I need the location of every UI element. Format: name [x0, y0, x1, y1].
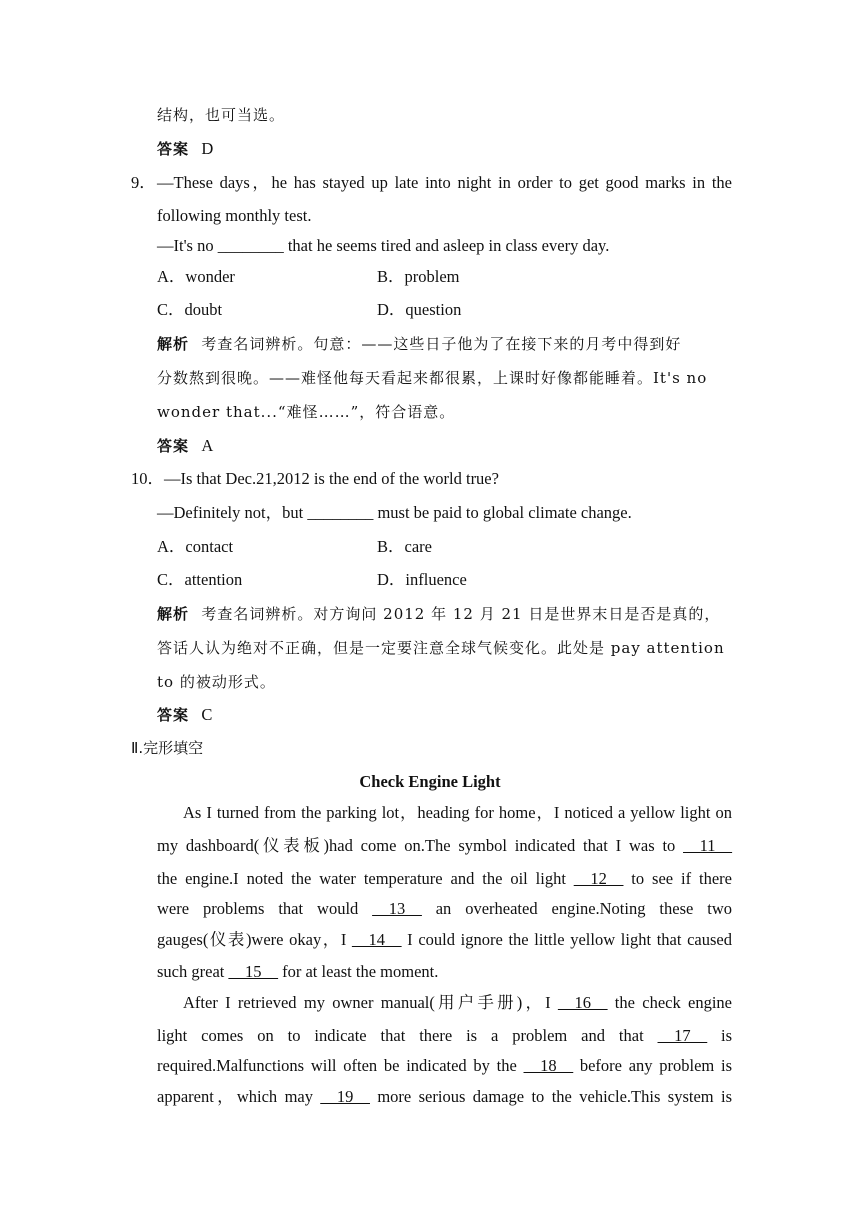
- passage-p1-line4: [157, 898, 732, 920]
- question-10-option-d: D．influence: [377, 570, 467, 589]
- passage-text: is: [721, 1026, 733, 1045]
- answer-value: D: [201, 139, 214, 158]
- answer-label: 答案: [157, 140, 190, 158]
- blank-13: __13__: [372, 899, 422, 918]
- blank-12: __12__: [573, 869, 624, 888]
- passage-text: light comes on to indicate that there is a problem and that: [157, 1026, 644, 1045]
- analysis-text: 考查名词辨析。句意：——这些日子他为了在接下来的月考中得到好: [201, 335, 682, 353]
- passage-text: an overheated engine.Noting these two: [435, 899, 733, 918]
- question-10-option-b: B．care: [377, 537, 432, 556]
- passage-p2-line2: [157, 1025, 732, 1047]
- answer-value: C: [201, 705, 213, 724]
- blank-16: __16__: [557, 993, 608, 1012]
- question-9-analysis-line3: wonder that...“难怪……”，符合语意。: [157, 403, 456, 421]
- question-10-option-c: C．attention: [157, 570, 243, 589]
- question-10-number: 10．: [131, 469, 164, 488]
- question-9-option-d: D．question: [377, 300, 462, 319]
- question-9-analysis-line1: [157, 333, 681, 355]
- answer-label: 答案: [157, 706, 190, 724]
- blank-17: __17__: [657, 1026, 708, 1045]
- blank-18: __18__: [523, 1056, 574, 1075]
- question-9-analysis-line2: 分数熬到很晚。——难怪他每天看起来都很累，上课时好像都能睡着。It's no: [157, 369, 708, 387]
- question-9-option-a: A．wonder: [157, 267, 235, 286]
- question-10-analysis-line1: [157, 603, 720, 625]
- passage-p1-line1: As I turned from the parking lot，heading for home，I noticed a yellow light on: [183, 803, 732, 822]
- passage-text: the check engine: [614, 993, 733, 1012]
- question-9-answer: [157, 435, 213, 457]
- passage-title: Check Engine Light: [359, 772, 501, 791]
- passage-text: I could ignore the little yellow light that caused: [407, 930, 732, 949]
- passage-p1-line6: [157, 961, 438, 983]
- prev-explanation-tail: 结构，也可当选。: [157, 106, 286, 124]
- blank-11: __11__: [683, 836, 732, 855]
- passage-text: After I retrieved my owner manual(用户手册)，I: [183, 993, 551, 1012]
- passage-p2-line3: [157, 1055, 732, 1077]
- passage-p2-line4: [157, 1086, 732, 1108]
- blank-14: __14__: [351, 930, 402, 949]
- analysis-label: 解析: [157, 605, 190, 623]
- question-9-line1: —These days，he has stayed up late into night in order to get good marks in the: [157, 173, 732, 192]
- blank-15: __15__: [228, 962, 278, 981]
- question-10-analysis-line3: to 的被动形式。: [157, 673, 276, 691]
- passage-p2-line1: [183, 992, 732, 1014]
- passage-text: my dashboard(仪表板)had come on.The symbol indicated that I was to: [157, 836, 676, 855]
- passage-p1-line2: [157, 835, 732, 857]
- passage-p1-line3: [157, 868, 732, 890]
- passage-text: to see if there: [631, 869, 732, 888]
- passage-text: were problems that would: [157, 899, 359, 918]
- passage-text: such great: [157, 962, 225, 981]
- passage-text: required.Malfunctions will often be indicated by the: [157, 1056, 517, 1075]
- passage-text: the engine.I noted the water temperature and the oil light: [157, 869, 566, 888]
- passage-text: before any problem is: [579, 1056, 733, 1075]
- analysis-label: 解析: [157, 335, 190, 353]
- passage-text: for at least the moment.: [282, 962, 439, 981]
- question-10-analysis-line2: 答话人认为绝对不正确，但是一定要注意全球气候变化。此处是 pay attention: [157, 639, 725, 657]
- question-10-text: —Is that Dec.21,2012 is the end of the world true?: [164, 469, 499, 488]
- prev-answer: [157, 138, 213, 160]
- question-9-line2: following monthly test.: [157, 206, 312, 225]
- question-10-line2: —Definitely not，but ________ must be paid to global climate change.: [157, 503, 632, 522]
- question-9-option-c: C．doubt: [157, 300, 223, 319]
- answer-value: A: [201, 436, 214, 455]
- section-heading: Ⅱ.完形填空: [131, 739, 204, 757]
- question-9-option-b: B．problem: [377, 267, 460, 286]
- passage-text: gauges(仪表)were okay，I: [157, 930, 347, 949]
- passage-p1-line5: [157, 929, 732, 951]
- blank-19: __19__: [320, 1087, 370, 1106]
- question-10-line1: [131, 468, 499, 490]
- question-10-option-a: A．contact: [157, 537, 234, 556]
- question-10-answer: [157, 704, 212, 726]
- analysis-text: 考查名词辨析。对方询问 2012 年 12 月 21 日是世界末日是否是真的，: [201, 605, 721, 623]
- question-9-number: 9．: [131, 173, 156, 192]
- question-9-line3: —It's no ________ that he seems tired and asleep in class every day.: [157, 236, 610, 255]
- passage-text: apparent，which may: [157, 1087, 313, 1106]
- answer-label: 答案: [157, 437, 190, 455]
- passage-text: more serious damage to the vehicle.This system is: [377, 1087, 733, 1106]
